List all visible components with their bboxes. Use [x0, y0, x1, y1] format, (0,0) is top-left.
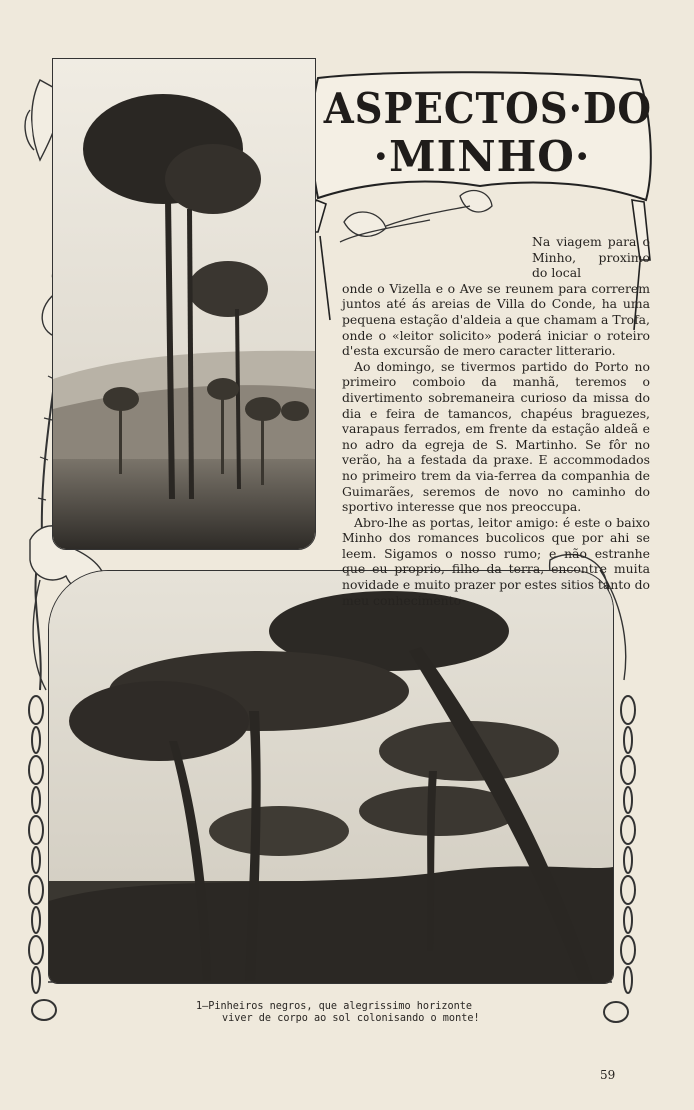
caption-line-2: viver de corpo ao sol colonisando o monte!: [222, 1013, 480, 1024]
caption-line-1: 1—Pinheiros negros, que alegrissimo horizonte: [196, 1001, 473, 1012]
article-title: [310, 74, 654, 194]
article-paragraph-3: Abro-lhe as portas, leitor amigo: é este o baixo Minho dos romances bucolicos que por ahi se leem. Sigamos o nosso rumo; e não estranhe que eu proprio, filho da terra, encontre muita novidade e muito prazer por estes sitios tanto do meu conhecimento·: [342, 514, 650, 608]
article-paragraph-2: Ao domingo, se tivermos partido do Porto no primeiro comboio da manhã, teremos o divertimento sobremaneira curioso da missa do dia e feira de tamancos, chapéus braguezes, varapaus ferrados, em frente da estação aldeã e no adro da egreja de S. Martinho. Se fôr no verão, ha a festada da praxe. E accommodados no primeiro trem da via-ferrea da companhia de Guimarães, seremos de novo no caminho do sportivo interesse que nos preoccupa.: [342, 358, 650, 515]
photo-caption: [196, 1001, 496, 1025]
article-body: [342, 234, 650, 608]
title-line-2: ·MINHO·: [373, 132, 591, 181]
umbrella-pines-photo: [48, 570, 614, 984]
article-lead: Na viagem para o Minho, proximo do local: [532, 234, 650, 281]
title-line-1: ASPECTOS·DO: [323, 84, 652, 133]
page-number: 59: [600, 1068, 616, 1082]
article-paragraph-1: onde o Vizella e o Ave se reunem para correrem juntos até ás areias de Villa do Conde, ha uma pequena estação d'aldeia a que chamam a Trofa, onde o «leitor solicito» poderá iniciar o roteiro d'esta excursão de mero caracter litterario.: [342, 280, 650, 359]
pine-trees-photo: [52, 58, 316, 550]
